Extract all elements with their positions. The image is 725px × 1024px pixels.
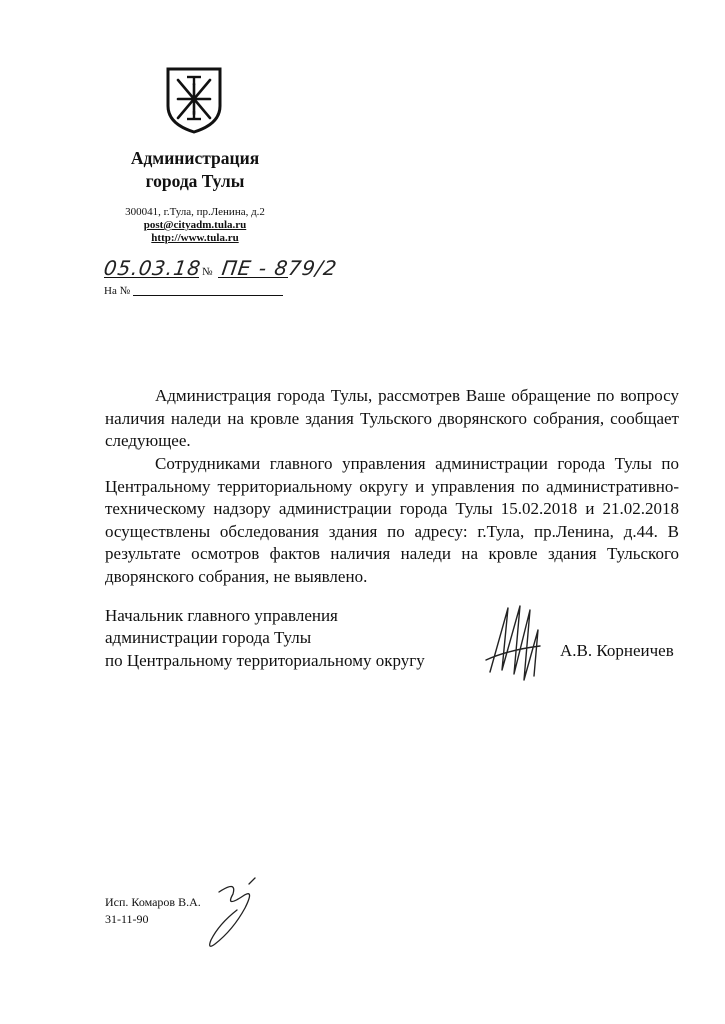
signatory-name: А.В. Корнеичев [560,641,674,660]
body-paragraph-2: Сотрудниками главного управления администрации города Тулы по Центральному территориальному округу и управления по административно-техническому надзору администрации города Тулы 15.02.2018 и 21.02.2018 осуществлены обследования здания по адресу: г.Тула, пр.Ленина, д.44. В результате осмотров фактов наличия наледи на кровле здания Тульского дворянского собрания, не выявлено. [105,454,679,586]
website-link[interactable]: http://www.tula.ru [151,232,239,244]
outgoing-number: ПЕ - 879/2 [220,256,339,280]
reply-to-label: На № [104,285,131,297]
number-sign: № [202,266,213,278]
postal-address: 300041, г.Тула, пр.Ленина, д.2 [125,206,265,218]
email-link[interactable]: post@cityadm.tula.ru [143,219,247,231]
signatory-title-line3: по Центральному территориальному округу [105,651,425,670]
outgoing-date: 05.03.18 [102,256,203,280]
organization-name-line2: города Тулы [145,171,245,191]
body-paragraph-1: Администрация города Тулы, рассмотрев Ваше обращение по вопросу наличия наледи на кровле здания Тульского дворянского собрания, сообщает следующее. [105,386,679,450]
organization-name-line1: Администрация [130,148,260,168]
executor-name: Исп. Комаров В.А. [105,895,201,909]
signatory-title-line2: администрации города Тулы [105,628,312,647]
handwritten-signature [478,600,548,690]
reply-to-underline [133,295,283,296]
signatory-title-line1: Начальник главного управления [105,606,338,625]
executor-phone: 31-11-90 [105,912,149,926]
date-underline [104,277,199,278]
number-underline [218,277,288,278]
tula-coat-of-arms-icon [164,66,224,134]
executor-signature [185,874,265,954]
